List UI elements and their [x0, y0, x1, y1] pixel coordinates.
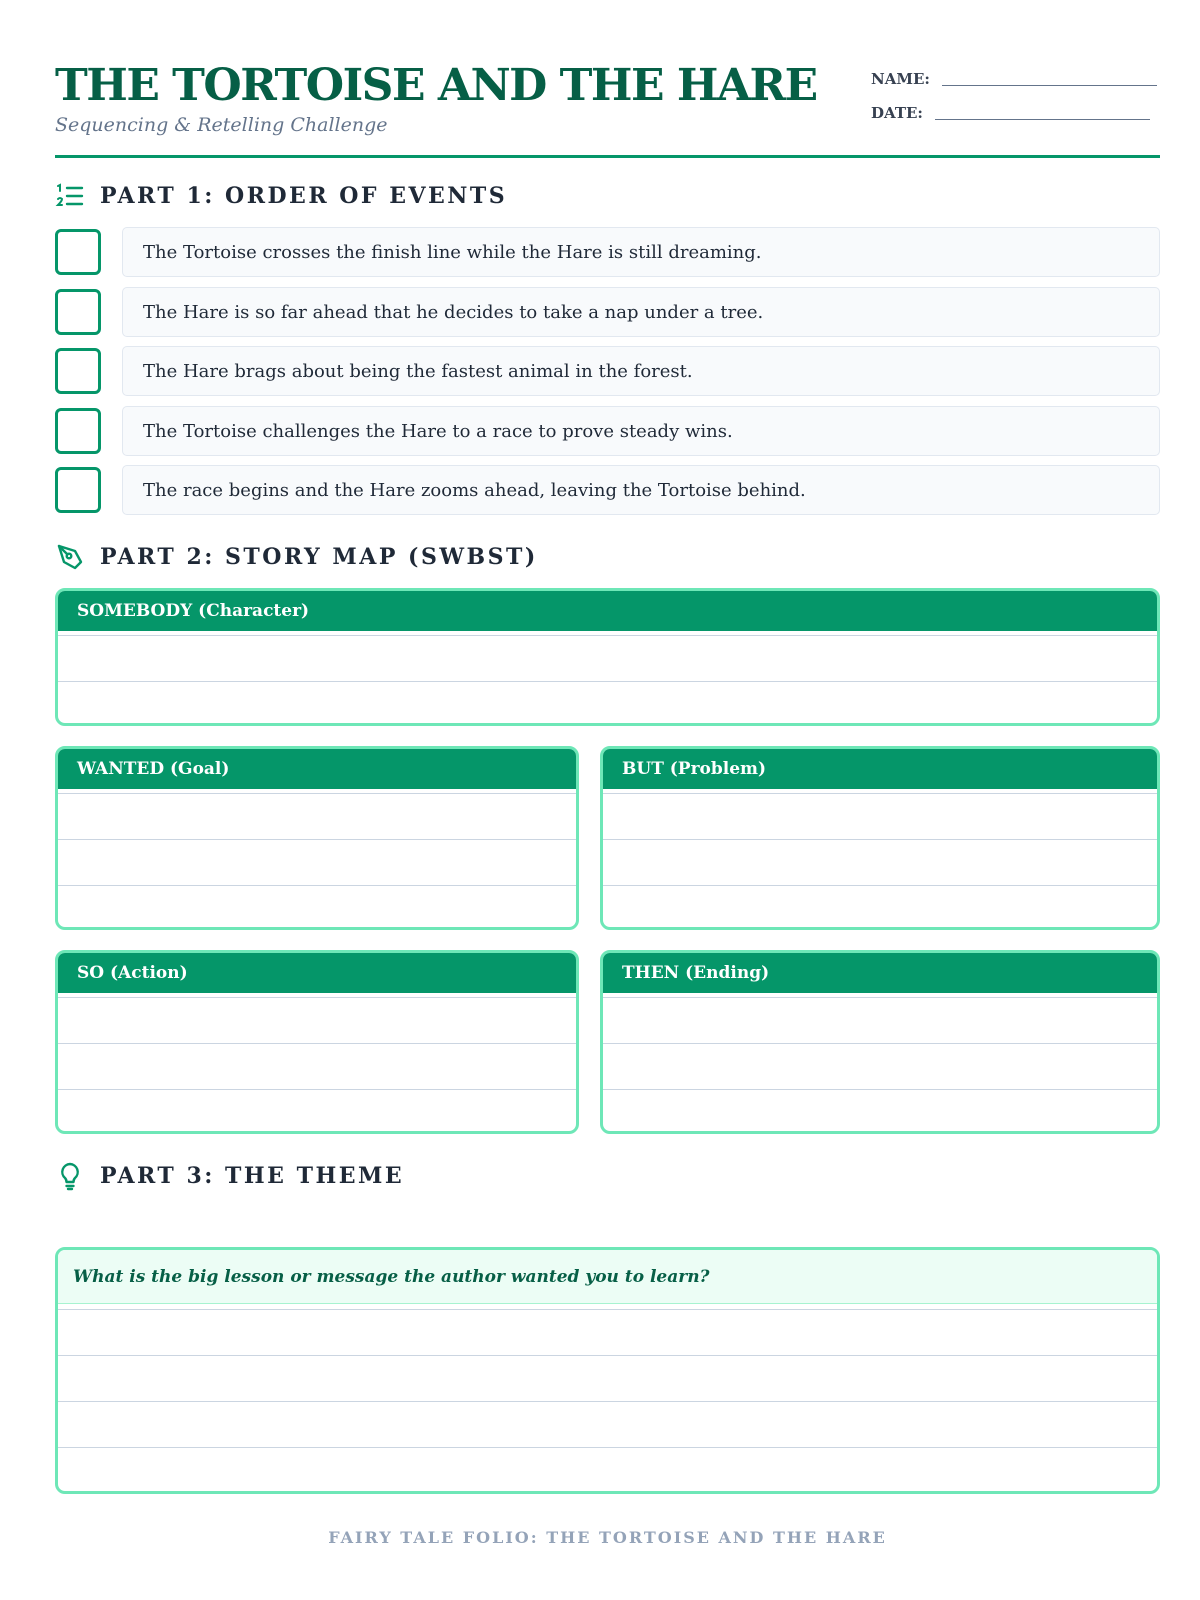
but-header: BUT (Problem) — [603, 749, 1157, 789]
so-header: SO (Action) — [58, 953, 576, 993]
event-row — [55, 227, 1160, 277]
event-row — [55, 346, 1160, 396]
event-row — [55, 465, 1160, 515]
part3-title: PART 3: THE THEME — [100, 1163, 405, 1189]
wanted-header: WANTED (Goal) — [58, 749, 576, 789]
event-text: The Hare is so far ahead that he decides to take a nap under a tree. — [122, 287, 1160, 337]
name-field[interactable] — [871, 70, 1157, 88]
order-checkbox[interactable] — [55, 408, 101, 454]
event-row — [55, 287, 1160, 337]
page-subtitle: Sequencing & Retelling Challenge — [55, 114, 388, 136]
worksheet-page — [55, 0, 1160, 1600]
writing-lines[interactable] — [603, 793, 1157, 930]
pen-nib-icon — [55, 542, 85, 572]
event-text: The race begins and the Hare zooms ahead, leaving the Tortoise behind. — [122, 465, 1160, 515]
part2-heading — [55, 542, 538, 572]
event-text: The Hare brags about being the fastest animal in the forest. — [122, 346, 1160, 396]
order-checkbox[interactable] — [55, 348, 101, 394]
date-field[interactable] — [871, 104, 1150, 122]
part1-title: PART 1: ORDER OF EVENTS — [100, 183, 508, 209]
part3-heading — [55, 1161, 404, 1191]
event-row — [55, 406, 1160, 456]
page-footer: FAIRY TALE FOLIO: THE TORTOISE AND THE HARE — [328, 1528, 887, 1547]
worksheet-header — [55, 56, 1160, 158]
theme-box — [55, 1247, 1160, 1494]
date-label: DATE: — [871, 104, 923, 122]
writing-lines[interactable] — [58, 1309, 1157, 1494]
order-checkbox[interactable] — [55, 229, 101, 275]
event-text: The Tortoise challenges the Hare to a race to prove steady wins. — [122, 406, 1160, 456]
writing-lines[interactable] — [603, 997, 1157, 1134]
so-box — [55, 950, 579, 1134]
writing-lines[interactable] — [58, 635, 1157, 726]
theme-question: What is the big lesson or message the author wanted you to learn? — [58, 1250, 1157, 1304]
page-title: THE TORTOISE AND THE HARE — [55, 60, 817, 111]
writing-lines[interactable] — [58, 997, 576, 1134]
then-header: THEN (Ending) — [603, 953, 1157, 993]
name-line[interactable] — [942, 85, 1157, 86]
wanted-box — [55, 746, 579, 930]
lightbulb-icon — [55, 1161, 85, 1191]
part1-heading — [55, 181, 507, 211]
numbered-list-icon — [55, 181, 85, 211]
name-label: NAME: — [871, 70, 930, 88]
somebody-box — [55, 588, 1160, 726]
part2-title: PART 2: STORY MAP (SWBST) — [100, 544, 538, 570]
order-checkbox[interactable] — [55, 467, 101, 513]
date-line[interactable] — [935, 119, 1150, 120]
event-text: The Tortoise crosses the finish line while the Hare is still dreaming. — [122, 227, 1160, 277]
somebody-header: SOMEBODY (Character) — [58, 591, 1157, 631]
writing-lines[interactable] — [58, 793, 576, 930]
then-box — [600, 950, 1160, 1134]
order-checkbox[interactable] — [55, 289, 101, 335]
but-box — [600, 746, 1160, 930]
